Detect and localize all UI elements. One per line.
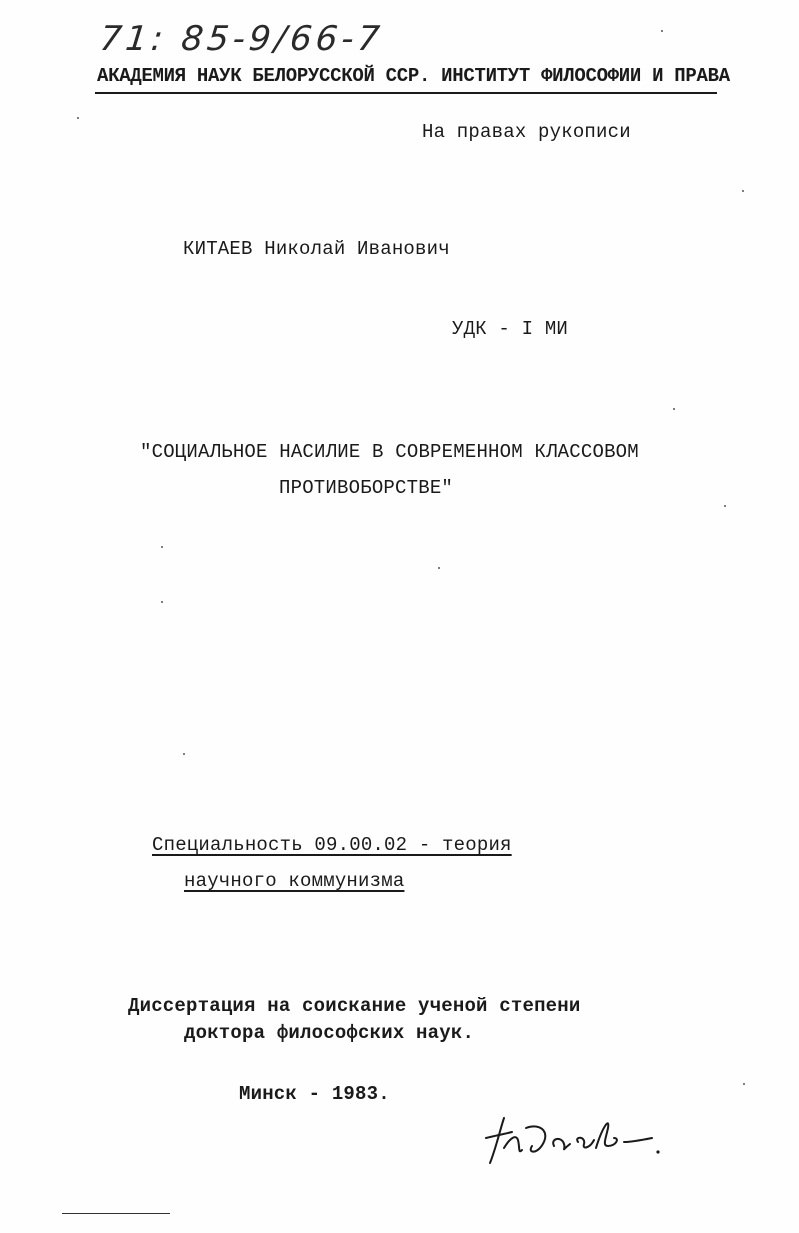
footer-rule — [62, 1213, 170, 1214]
specialty-line-2: научного коммунизма — [184, 870, 405, 892]
manuscript-note: На правах рукописи — [422, 121, 631, 143]
dissertation-title-line-1: "СОЦИАЛЬНОЕ НАСИЛИЕ В СОВРЕМЕННОМ КЛАССОВОМ — [140, 441, 639, 463]
author-name: КИТАЕВ Николай Иванович — [183, 238, 450, 260]
scan-speck — [161, 546, 163, 548]
scan-speck — [77, 117, 79, 119]
archive-code-handwritten: 71: 85-9/66-7 — [97, 19, 386, 59]
scan-speck — [742, 190, 744, 192]
degree-statement-line-1: Диссертация на соискание ученой степени — [128, 995, 581, 1017]
scan-speck — [183, 753, 185, 755]
scan-speck — [661, 30, 663, 32]
handwritten-signature — [482, 1108, 672, 1168]
dissertation-title-line-2: ПРОТИВОБОРСТВЕ" — [279, 477, 454, 499]
scan-speck — [724, 505, 726, 507]
specialty-line-1: Специальность 09.00.02 - теория — [152, 834, 512, 856]
city-and-year: Минск - 1983. — [239, 1083, 390, 1105]
scan-speck — [673, 408, 675, 410]
institution-header: АКАДЕМИЯ НАУК БЕЛОРУССКОЙ ССР. ИНСТИТУТ ФИЛОСОФИИ И ПРАВА — [97, 65, 730, 87]
scan-speck — [438, 567, 440, 569]
degree-statement-line-2: доктора философских наук. — [184, 1022, 475, 1044]
udk-code: УДК - I МИ — [452, 318, 569, 340]
header-underline — [95, 92, 717, 94]
scan-speck — [743, 1083, 745, 1085]
scan-speck — [161, 601, 163, 603]
